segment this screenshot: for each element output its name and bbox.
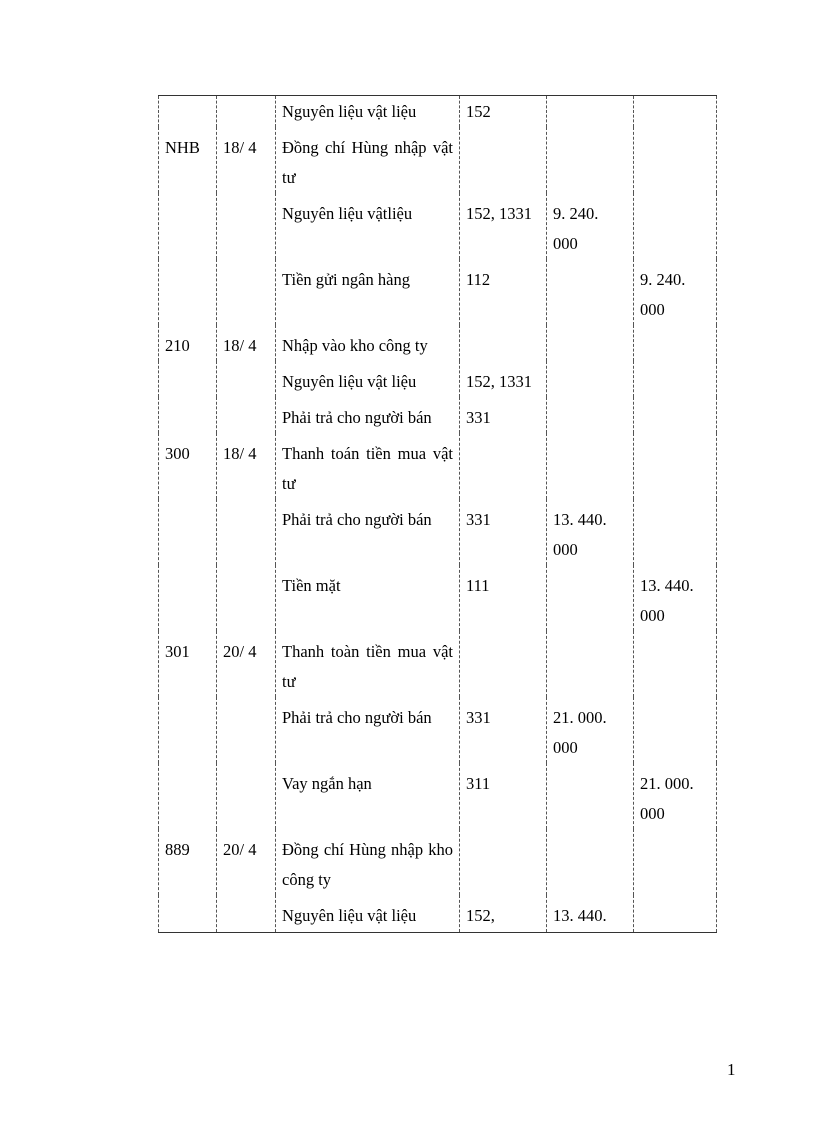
account-cell: 152: [460, 96, 547, 128]
table-row: [159, 697, 717, 763]
voucher-cell: 889: [159, 829, 217, 895]
description-cell: Thanh toán tiền mua vật tư: [276, 433, 460, 499]
voucher-cell: [159, 397, 217, 433]
voucher-cell: 301: [159, 631, 217, 697]
table-row: [159, 433, 717, 499]
date-cell: [217, 565, 276, 631]
account-cell: [460, 631, 547, 697]
voucher-cell: NHB: [159, 127, 217, 193]
account-cell: [460, 829, 547, 895]
account-cell: 331: [460, 697, 547, 763]
date-cell: 18/ 4: [217, 325, 276, 361]
credit-cell: [634, 631, 717, 697]
description-cell: Nguyên liệu vật liệu: [276, 96, 460, 128]
date-cell: [217, 499, 276, 565]
voucher-cell: 210: [159, 325, 217, 361]
description-cell: Đồng chí Hùng nhập kho công ty: [276, 829, 460, 895]
description-cell: Thanh toàn tiền mua vật tư: [276, 631, 460, 697]
credit-cell: [634, 499, 717, 565]
table-row: [159, 895, 717, 933]
debit-cell: 13. 440. 000: [547, 499, 634, 565]
debit-cell: [547, 127, 634, 193]
date-cell: 20/ 4: [217, 631, 276, 697]
voucher-cell: [159, 499, 217, 565]
account-cell: 111: [460, 565, 547, 631]
debit-cell: [547, 325, 634, 361]
date-cell: [217, 361, 276, 397]
description-cell: Phải trả cho người bán: [276, 499, 460, 565]
voucher-cell: [159, 565, 217, 631]
table-row: [159, 193, 717, 259]
voucher-cell: [159, 697, 217, 763]
description-cell: Vay ngắn hạn: [276, 763, 460, 829]
debit-cell: [547, 565, 634, 631]
account-cell: 152, 1331: [460, 361, 547, 397]
table-row: [159, 361, 717, 397]
table-row: [159, 565, 717, 631]
account-cell: 112: [460, 259, 547, 325]
debit-cell: [547, 631, 634, 697]
date-cell: [217, 193, 276, 259]
date-cell: 18/ 4: [217, 127, 276, 193]
debit-cell: 13. 440.: [547, 895, 634, 933]
credit-cell: [634, 96, 717, 128]
account-cell: [460, 127, 547, 193]
credit-cell: [634, 697, 717, 763]
credit-cell: [634, 127, 717, 193]
debit-cell: [547, 259, 634, 325]
credit-cell: [634, 361, 717, 397]
description-cell: Nguyên liệu vật liệu: [276, 895, 460, 933]
table-row: [159, 259, 717, 325]
credit-cell: 9. 240. 000: [634, 259, 717, 325]
page-number: 1: [727, 1060, 736, 1079]
table-row: [159, 96, 717, 128]
debit-cell: [547, 763, 634, 829]
account-cell: 152, 1331: [460, 193, 547, 259]
account-cell: 331: [460, 499, 547, 565]
date-cell: 20/ 4: [217, 829, 276, 895]
table-row: [159, 325, 717, 361]
account-cell: 331: [460, 397, 547, 433]
credit-cell: 13. 440. 000: [634, 565, 717, 631]
voucher-cell: [159, 193, 217, 259]
table-row: [159, 127, 717, 193]
voucher-cell: [159, 763, 217, 829]
table-row: [159, 397, 717, 433]
account-cell: 311: [460, 763, 547, 829]
account-cell: [460, 433, 547, 499]
debit-cell: [547, 96, 634, 128]
description-cell: Đồng chí Hùng nhập vật tư: [276, 127, 460, 193]
description-cell: Nhập vào kho công ty: [276, 325, 460, 361]
date-cell: [217, 763, 276, 829]
table-row: [159, 763, 717, 829]
account-cell: [460, 325, 547, 361]
description-cell: Phải trả cho người bán: [276, 397, 460, 433]
credit-cell: [634, 895, 717, 933]
credit-cell: [634, 829, 717, 895]
table-row: [159, 499, 717, 565]
description-cell: Tiền mặt: [276, 565, 460, 631]
debit-cell: [547, 397, 634, 433]
date-cell: [217, 96, 276, 128]
account-cell: 152,: [460, 895, 547, 933]
voucher-cell: [159, 895, 217, 933]
credit-cell: [634, 397, 717, 433]
date-cell: 18/ 4: [217, 433, 276, 499]
debit-cell: [547, 433, 634, 499]
description-cell: Nguyên liệu vật liệu: [276, 361, 460, 397]
date-cell: [217, 895, 276, 933]
date-cell: [217, 259, 276, 325]
voucher-cell: [159, 96, 217, 128]
date-cell: [217, 397, 276, 433]
description-cell: Nguyên liệu vậtliệu: [276, 193, 460, 259]
table-row: [159, 829, 717, 895]
credit-cell: [634, 325, 717, 361]
voucher-cell: 300: [159, 433, 217, 499]
ledger-table: [158, 95, 717, 933]
credit-cell: [634, 193, 717, 259]
debit-cell: [547, 361, 634, 397]
debit-cell: [547, 829, 634, 895]
date-cell: [217, 697, 276, 763]
voucher-cell: [159, 259, 217, 325]
credit-cell: [634, 433, 717, 499]
description-cell: Phải trả cho người bán: [276, 697, 460, 763]
voucher-cell: [159, 361, 217, 397]
debit-cell: 21. 000. 000: [547, 697, 634, 763]
description-cell: Tiền gửi ngân hàng: [276, 259, 460, 325]
credit-cell: 21. 000. 000: [634, 763, 717, 829]
debit-cell: 9. 240. 000: [547, 193, 634, 259]
table-row: [159, 631, 717, 697]
